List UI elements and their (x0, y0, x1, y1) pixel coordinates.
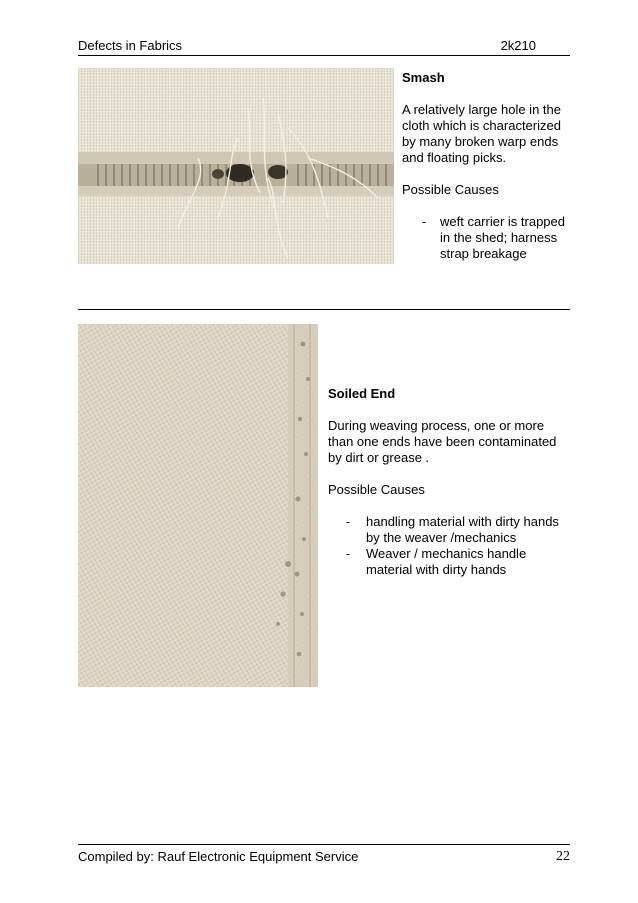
soiled-end-causes-list (328, 514, 568, 578)
section-divider (78, 309, 570, 310)
list-item: - weft carrier is trapped in the shed; harness strap breakage (422, 214, 565, 261)
page-footer (78, 849, 570, 867)
smash-fabric-photo (78, 68, 394, 264)
soiled-end-fabric-photo (78, 324, 318, 687)
smash-text-block (402, 70, 572, 262)
smash-causes-label: Possible Causes (402, 182, 499, 197)
footer-rule (78, 844, 570, 845)
smash-causes-list (402, 214, 572, 262)
list-item: - Weaver / mechanics handle material with dirty hands (346, 546, 527, 577)
header-code: 2k210 (500, 38, 536, 53)
footer-compiled-by: Compiled by: Rauf Electronic Equipment Service (78, 849, 359, 864)
smash-title: Smash (402, 70, 445, 85)
soiled-end-description: During weaving process, one or more than one ends have been contaminated by dirt or grease . (328, 418, 557, 465)
soiled-end-text-block (328, 386, 568, 578)
header-rule (78, 55, 570, 56)
page-number: 22 (556, 849, 570, 864)
soiled-end-causes-label: Possible Causes (328, 482, 425, 497)
soiled-end-title: Soiled End (328, 386, 396, 401)
smash-description: A relatively large hole in the cloth which is characterized by many broken warp ends and floating picks. (402, 102, 561, 165)
header-title: Defects in Fabrics (78, 38, 183, 53)
page-header (78, 38, 570, 56)
list-item: - handling material with dirty hands by the weaver /mechanics (346, 514, 559, 545)
